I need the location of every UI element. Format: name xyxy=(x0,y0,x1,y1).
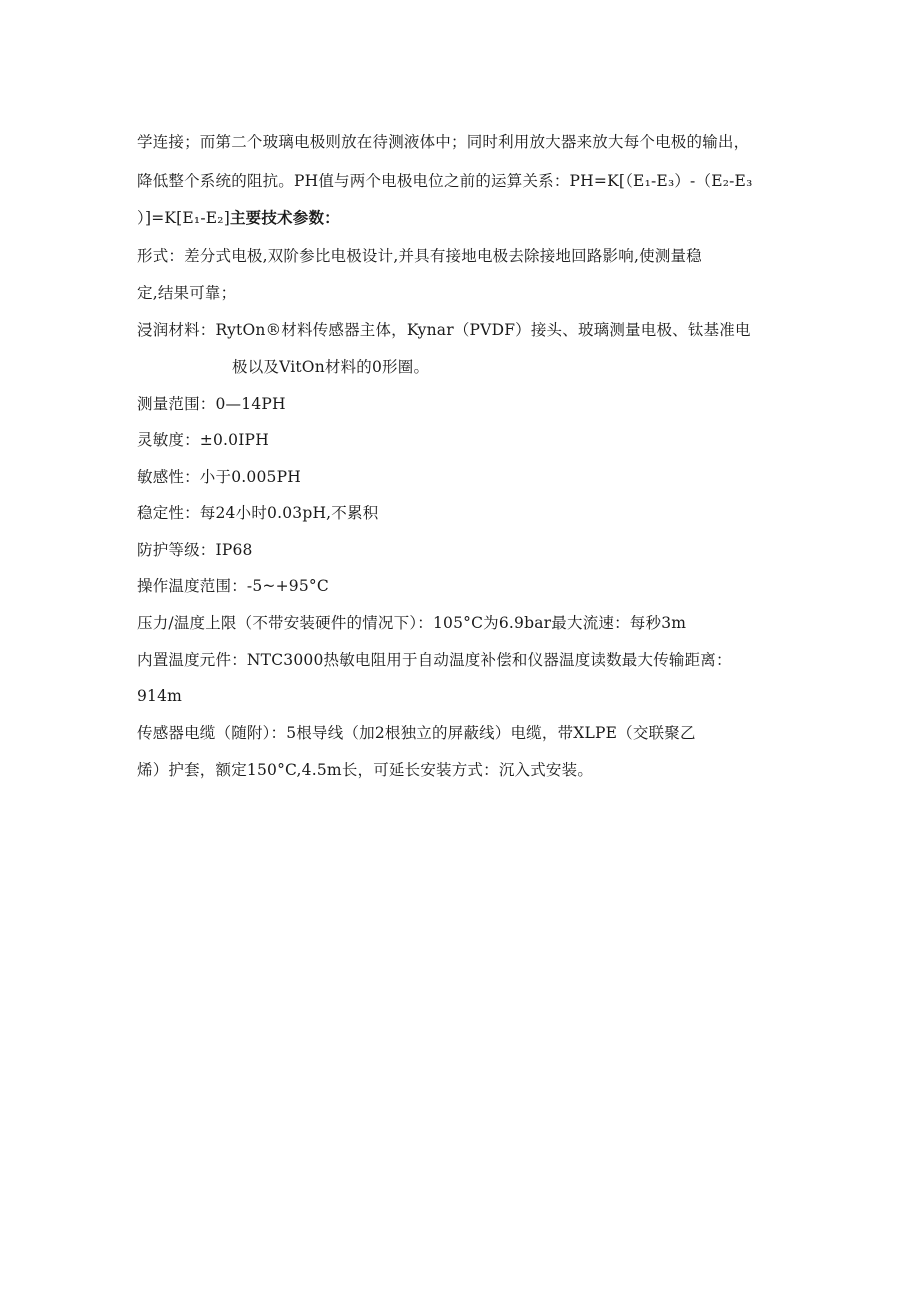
text-line-5: 定,结果可靠； xyxy=(137,284,237,302)
text-line-12: 防护等级：IP68 xyxy=(137,541,253,559)
text-line-13: 操作温度范围：-5~+95°C xyxy=(137,577,329,595)
section-heading: 主要技术参数： xyxy=(229,208,340,227)
text-line-16: 914m xyxy=(137,687,183,705)
text-line-17: 传感器电缆（随附）：5根导线（加2根独立的屏蔽线）电缆，带XLPE（交联聚乙 xyxy=(137,724,696,742)
text-line-8: 测量范围：0—14PH xyxy=(137,395,286,413)
text-line-10: 敏感性：小于0.005PH xyxy=(137,468,301,486)
text-line-6: 浸润材料：RytOn®材料传感器主体，Kynar（PVDF）接头、玻璃测量电极、钛基准电 xyxy=(137,321,751,339)
text-line-15: 内置温度元件：NTC3000热敏电阻用于自动温度补偿和仪器温度读数最大传输距离： xyxy=(137,651,732,669)
text-line-3 xyxy=(137,208,340,228)
text-line-1: 学连接；而第二个玻璃电极则放在待测液体中；同时利用放大器来放大每个电极的输出， xyxy=(137,133,750,151)
formula: ）]=K[E₁-E₂] xyxy=(137,209,230,227)
text-line-18: 烯）护套，额定150°C,4.5m长，可延长安装方式：沉入式安装。 xyxy=(137,761,594,779)
text-line-7: 极以及VitOn材料的0形圈。 xyxy=(232,358,430,376)
text-line-14: 压力/温度上限（不带安装硬件的情况下）：105°C为6.9bar最大流速：每秒3m xyxy=(137,614,687,632)
text-line-11: 稳定性：每24小时0.03pH,不累积 xyxy=(137,504,379,522)
text-line-9: 灵敏度：±0.0IPH xyxy=(137,431,269,449)
text-line-2: 降低整个系统的阻抗。PH值与两个电极电位之前的运算关系：PH=K[（E₁-E₃）-（E₂-E₃ xyxy=(137,172,753,190)
text-line-4: 形式：差分式电极,双阶参比电极设计,并具有接地电极去除接地回路影响,使测量稳 xyxy=(137,247,702,265)
